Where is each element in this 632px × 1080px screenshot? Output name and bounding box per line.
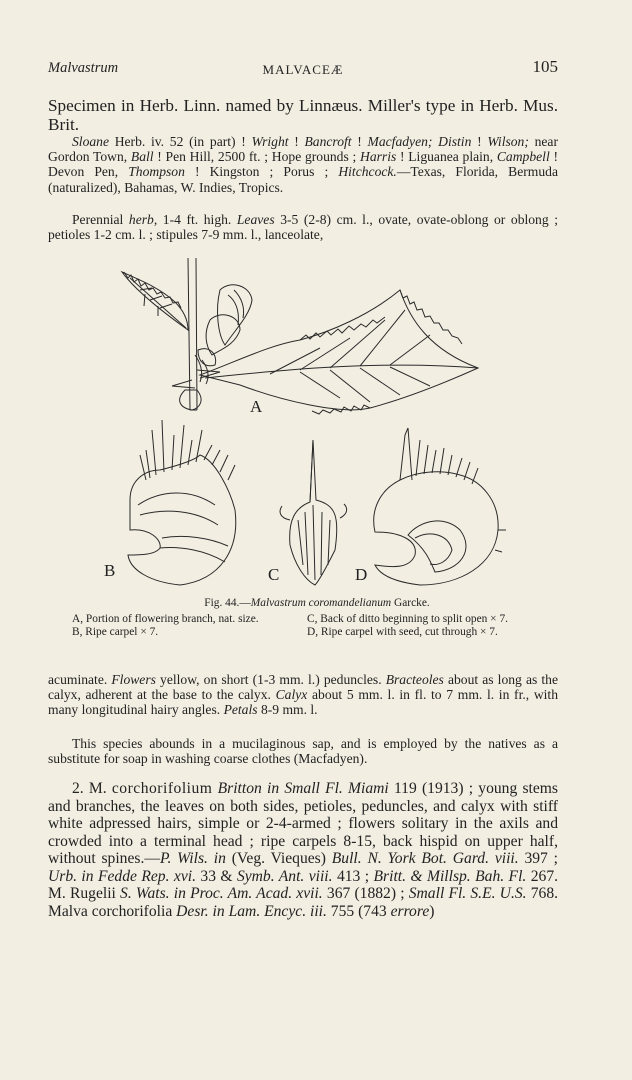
figure-label-d: D bbox=[355, 565, 368, 584]
page-number: 105 bbox=[532, 57, 558, 76]
paragraph-description: Perennial herb, 1-4 ft. high. Leaves 3-5 (2-8) cm. l., ovate, ovate-oblong or oblong ; petioles 1-2 cm. l. ; stipules 7-9 mm. l., lanceolate, bbox=[48, 212, 558, 243]
carpel-d-drawing bbox=[374, 428, 506, 585]
branch-drawing bbox=[122, 258, 478, 414]
header-genus: Malvastrum bbox=[48, 60, 119, 76]
caption-item-c: C, Back of ditto beginning to split open × 7. bbox=[307, 613, 508, 626]
caption-item-d: D, Ripe carpel with seed, cut through × 7. bbox=[307, 625, 498, 638]
carpel-b-drawing bbox=[128, 420, 236, 585]
paragraph-specimens: Sloane Herb. iv. 52 (in part) ! Wright ! Bancroft ! Macfadyen; Distin ! Wilson; near Gordon Town, Ball ! Pen Hill, 2500 ft. ; Hope grounds ; Harris ! Liguanea plain, Campbell ! Devon Pen, Thompson ! Kingston ; Porus ; Hitchcock.—Texas, Florida, Bermuda (naturalized), Bahamas, W. Indies, Tropics. bbox=[48, 134, 559, 195]
caption-item-a: A, Portion of flowering branch, nat. size. bbox=[72, 613, 259, 626]
caption-item-b: B, Ripe carpel × 7. bbox=[72, 625, 159, 638]
paragraph-type-specimen: Specimen in Herb. Linn. named by Linnæus. Miller's type in Herb. Mus. Brit. bbox=[48, 96, 558, 134]
figure-label-c: C bbox=[268, 565, 280, 584]
paragraph-uses: This species abounds in a mucilaginous sap, and is employed by the natives as a substitute for soap in washing coarse clothes (Macfadyen). bbox=[48, 736, 558, 767]
figure-label-a: A bbox=[250, 397, 263, 416]
figure-caption bbox=[72, 597, 542, 638]
figure-label-b: B bbox=[104, 561, 116, 580]
paragraph-species-2: 2. M. corchorifolium Britton in Small Fl. Miami 119 (1913) ; young stems and branches, the leaves on both sides, petioles, peduncles, and calyx with stiff white adpressed hairs, simple or 2-4-armed ; flowers solitary in the axils and crowded into a terminal head ; ripe carpels 8-15, back hispid on upper half, without spines.—P. Wils. in (Veg. Vieques) Bull. N. York Bot. Gard. viii. 397 ; Urb. in Fedde Rep. xvi. 33 & Symb. Ant. viii. 413 ; Britt. & Millsp. Bah. Fl. 267. M. Rugelii S. Wats. in Proc. Am. Acad. xvii. 367 (1882) ; Small Fl. S.E. U.S. 768. Malva corchorifolia Desr. in Lam. Encyc. iii. 755 (743 errore) bbox=[48, 780, 559, 920]
botanical-illustration bbox=[100, 250, 520, 590]
header-family: MALVACEÆ bbox=[262, 62, 344, 77]
running-header bbox=[48, 57, 558, 80]
caption-title: Fig. 44.—Malvastrum coromandelianum Garcke. bbox=[204, 597, 430, 609]
carpel-c-drawing bbox=[280, 440, 347, 585]
paragraph-flowers: acuminate. Flowers yellow, on short (1-3 mm. l.) peduncles. Bracteoles about as long as the calyx, adherent at the base to the calyx. Calyx about 5 mm. l. in fl. to 7 mm. l. in fr., with many longitudinal hairy angles. Petals 8-9 mm. l. bbox=[48, 672, 558, 718]
